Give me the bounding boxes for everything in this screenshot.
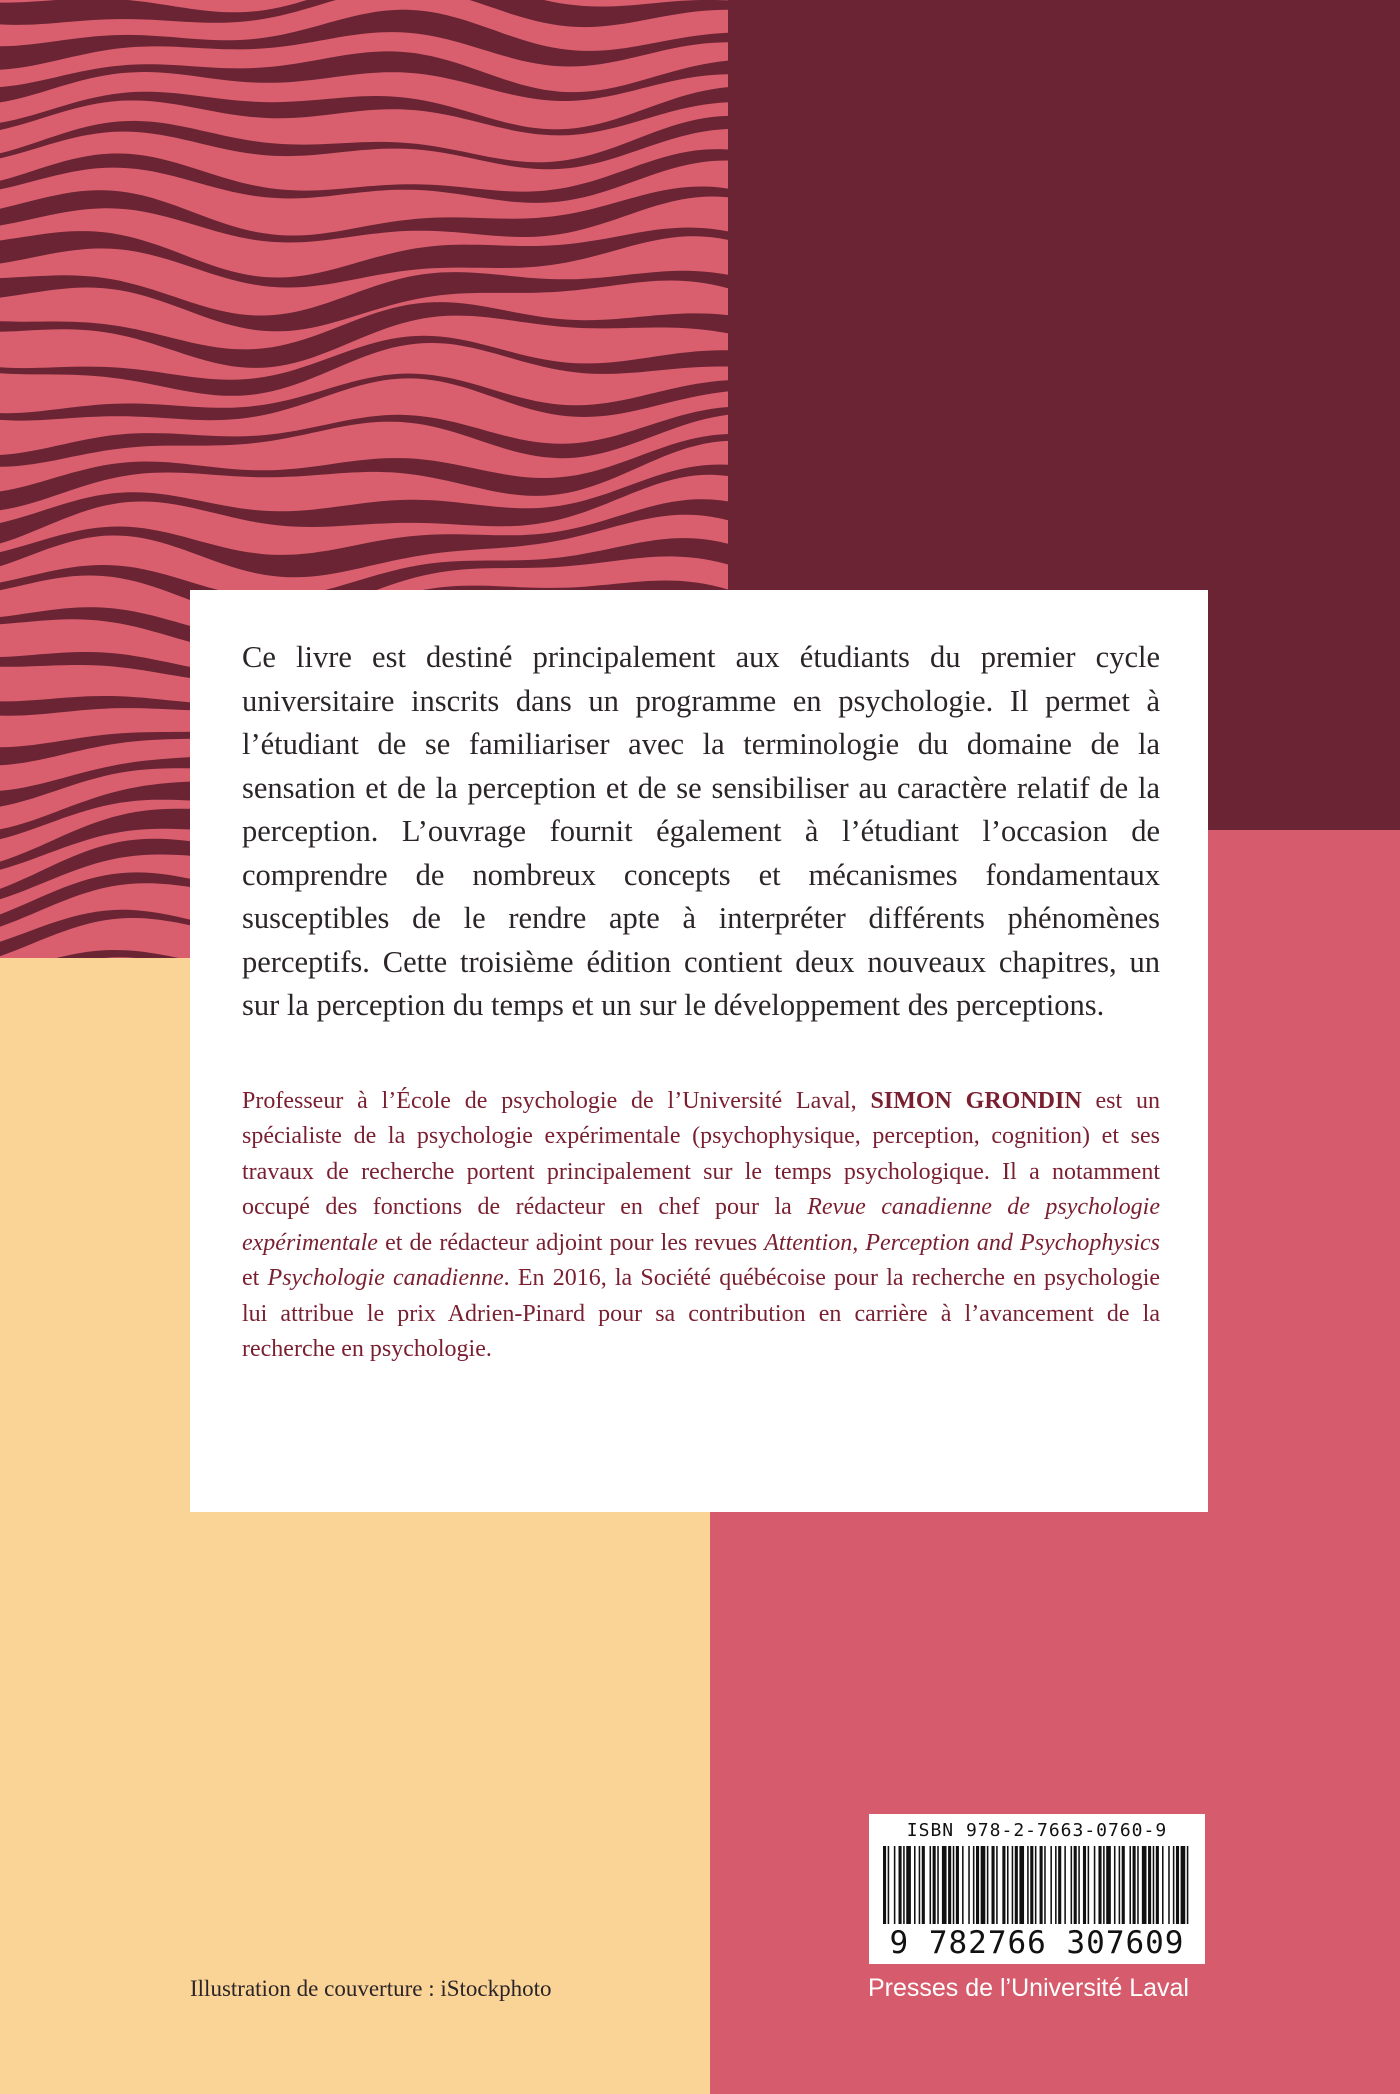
barcode-bar xyxy=(1094,1846,1096,1924)
publisher-name: Presses de l’Université Laval xyxy=(868,1974,1189,2002)
barcode-bar xyxy=(1012,1846,1014,1924)
barcode-bar xyxy=(987,1846,989,1924)
barcode-bar xyxy=(1153,1846,1155,1924)
barcode-bar xyxy=(1187,1846,1189,1924)
barcode-bar xyxy=(1142,1846,1147,1924)
barcode-bar xyxy=(1040,1846,1043,1924)
barcode-bar xyxy=(953,1846,955,1924)
barcode-bar xyxy=(1078,1846,1080,1924)
barcode-bar xyxy=(1019,1846,1024,1924)
barcode-bar xyxy=(914,1846,916,1924)
barcode-bar xyxy=(1002,1846,1005,1924)
barcode-bar xyxy=(1181,1846,1186,1924)
barcode-bar xyxy=(933,1846,936,1924)
author-bio xyxy=(242,1084,1160,1368)
barcode-bar xyxy=(1058,1846,1061,1924)
barcode-bar xyxy=(903,1846,905,1924)
illustration-credit: Illustration de couverture : iStockphoto xyxy=(190,1976,552,2001)
barcode-bar xyxy=(1071,1846,1073,1924)
barcode-bar xyxy=(1162,1846,1164,1924)
barcode-bar xyxy=(968,1846,970,1924)
barcode-bar xyxy=(1027,1846,1029,1924)
barcode-bar xyxy=(1030,1846,1033,1924)
barcode-bar xyxy=(1064,1846,1066,1924)
barcode-bar xyxy=(883,1846,886,1924)
barcode-bar xyxy=(956,1846,959,1924)
barcode-bar xyxy=(1122,1846,1125,1924)
barcode-bar xyxy=(1129,1846,1131,1924)
barcode-bar xyxy=(1106,1846,1111,1924)
barcode-bar xyxy=(1083,1846,1086,1924)
barcode-bar xyxy=(976,1846,979,1924)
barcode-bar xyxy=(1050,1846,1052,1924)
author-name: SIMON GRONDIN xyxy=(870,1087,1082,1114)
barcode-bar xyxy=(888,1846,890,1924)
barcode-bar xyxy=(1074,1846,1077,1924)
barcode-bar xyxy=(919,1846,921,1924)
barcode-bar xyxy=(1088,1846,1090,1924)
isbn-label: ISBN 978-2-7663-0760-9 xyxy=(906,1820,1168,1841)
barcode-bar xyxy=(894,1846,896,1924)
barcode-bar xyxy=(930,1846,932,1924)
barcode-bar xyxy=(1173,1846,1175,1924)
barcode-bar xyxy=(1044,1846,1046,1924)
barcode-bar xyxy=(1119,1846,1121,1924)
barcode-bar xyxy=(1015,1846,1018,1924)
barcode-bar xyxy=(942,1846,947,1924)
barcode-bar xyxy=(1103,1846,1105,1924)
barcode-bar xyxy=(948,1846,951,1924)
wave-stripe xyxy=(0,374,728,421)
barcode-digits: 9 782766 307609 xyxy=(889,1925,1185,1961)
book-summary: Ce livre est destiné principalement aux étudiants du premier cycle universitaire inscrits dans un programme en psychologie. Il permet à l’étudiant de se familiariser avec la terminologie du domaine de la sensation et de la perception et de se sensibiliser au caractère relatif de la perception. L’ouvrage fournit également à l’étudiant l’occasion de comprendre de nombreux concepts et mécanismes fondamentaux susceptibles de le rendre apte à interpréter différents phénomènes perceptifs. Cette troisième édition contient deux nouveaux chapitres, un sur la perception du temps et un sur le développement des perceptions. xyxy=(242,640,1160,1022)
bio-part2: et de rédacteur adjoint pour les revues xyxy=(385,1229,758,1256)
barcode-bar xyxy=(1148,1846,1151,1924)
barcode-bar xyxy=(922,1846,925,1924)
barcode xyxy=(877,1846,1197,1924)
barcode-bar xyxy=(962,1846,964,1924)
barcode-bar xyxy=(1055,1846,1057,1924)
barcode-bar xyxy=(1133,1846,1136,1924)
barcode-bar xyxy=(973,1846,975,1924)
barcode-bar xyxy=(992,1846,995,1924)
barcode-bar xyxy=(1176,1846,1179,1924)
isbn-barcode-box xyxy=(869,1814,1205,1964)
journal-title-3: Psychologie canadienne xyxy=(267,1265,504,1291)
bio-intro: Professeur à l’École de psychologie de l’Université Laval, xyxy=(242,1087,857,1114)
barcode-bar xyxy=(906,1846,911,1924)
barcode-bar xyxy=(1098,1846,1101,1924)
description-card xyxy=(190,590,1208,1512)
barcode-bar xyxy=(1035,1846,1037,1924)
barcode-bar xyxy=(981,1846,986,1924)
barcode-bar xyxy=(1007,1846,1009,1924)
journal-title-1: Revue canadienne de psychologie expérimentale xyxy=(242,1194,1160,1256)
barcode-bar xyxy=(1114,1846,1116,1924)
barcode-bar xyxy=(899,1846,902,1924)
bio-part1: est un spécialiste de la psychologie expérimentale (psychophysique, perception, cognition) et ses travaux de recherche portent principalement sur le temps psychologique. Il a notamment occupé des fonctions de rédacteur en chef pour la xyxy=(242,1087,1161,1220)
bio-part3: et xyxy=(242,1265,260,1291)
barcode-bar xyxy=(1137,1846,1139,1924)
wave-stripe xyxy=(0,336,728,396)
barcode-bar xyxy=(996,1846,998,1924)
bio-part4: . En 2016, la Société québécoise pour la recherche en psychologie lui attribue le prix Adrien-Pinard pour sa contribution en carrière à l’avancement de la recherche en psychologie. xyxy=(242,1265,1161,1362)
barcode-bar xyxy=(1168,1846,1170,1924)
barcode-bar xyxy=(1156,1846,1159,1924)
journal-title-2: Attention, Perception and Psychophysics xyxy=(764,1229,1160,1256)
barcode-bar xyxy=(937,1846,939,1924)
